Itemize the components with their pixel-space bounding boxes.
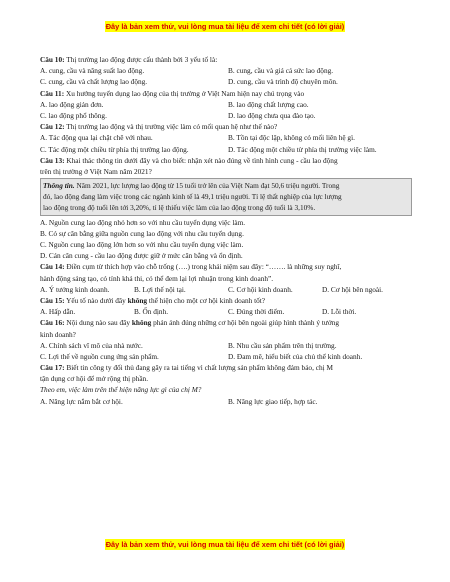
question-10 — [40, 54, 412, 65]
options-row-four — [40, 306, 412, 317]
question-stem: Biết tin công ty đối thủ đang gây ra tai tiếng vì chất lượng sản phẩm không đảm bảo, chị M — [64, 363, 333, 373]
info-line — [43, 180, 409, 191]
question-stem: Xu hướng tuyển dụng lao động của thị trường ở Việt Nam hiện nay chú trọng vào — [64, 88, 305, 98]
option-b: B. lao động chất lượng cao. — [228, 99, 309, 109]
info-box — [40, 178, 412, 216]
preview-banner-bottom — [0, 540, 450, 549]
option-d: D. lao động chưa qua đào tạo. — [228, 110, 316, 120]
options-row — [40, 340, 412, 351]
option-b: B. Tồn tại độc lập, không có mối liên hệ gì. — [228, 133, 355, 143]
option-d: D. Cơ hội bên ngoài. — [322, 284, 384, 294]
banner-text: Đây là bản xem thử, vui lòng mua tài liệu để xem chi tiết (có lời giải) — [105, 540, 345, 549]
options-row — [40, 144, 412, 155]
options-row — [40, 396, 412, 407]
question-stem-continued: kinh doanh? — [40, 329, 76, 339]
option-b: B. Lợi thế nội tại. — [134, 284, 186, 294]
question-number: Câu 10: — [40, 55, 65, 64]
question-prompt: Theo em, việc làm trên thể hiện năng lực gì của chị M? — [40, 385, 202, 395]
question-17 — [40, 362, 412, 373]
question-number: Câu 12: — [40, 122, 65, 132]
options-row-four — [40, 284, 412, 295]
info-text: Năm 2021, lực lượng lao động từ 15 tuổi trở lên của Việt Nam đạt 50,6 triệu người. Trong — [74, 181, 340, 191]
option-c: C. Nguồn cung lao động lớn hơn so với nhu cầu tuyển dụng việc làm. — [40, 240, 244, 249]
question-12 — [40, 121, 412, 132]
question-number: Câu 17: — [40, 363, 65, 373]
options-row — [40, 351, 412, 362]
question-stem: Thị trường lao động và thị trường việc làm có mối quan hệ như thế nào? — [64, 122, 278, 132]
option-d: D. Đam mê, hiểu biết của chủ thể kinh doanh. — [228, 351, 363, 361]
question-stem: Khai thác thông tin dưới đây và cho biết: nhận xét nào đúng về tình hình cung - cầu lao động — [64, 155, 338, 165]
option-b: B. Ổn định. — [134, 307, 169, 317]
document-body — [40, 54, 412, 407]
question-number: Câu 16: — [40, 318, 65, 328]
question-16 — [40, 317, 412, 328]
info-label: Thông tin. — [43, 181, 75, 191]
question-stem-continued: hành động sáng tạo, có tính khả thi, có thể đem lại lợi nhuận trong kinh doanh”. — [40, 273, 274, 283]
question-stem-continued: tận dụng cơ hội để mở rộng thị phần. — [40, 374, 149, 384]
option-c: C. Cơ hội kinh doanh. — [228, 284, 293, 294]
option-a: A. Tác động qua lại chặt chẽ với nhau. — [40, 133, 153, 143]
question-stem-continued: trên thị trường ở Việt Nam năm 2021? — [40, 166, 152, 176]
options-row — [40, 65, 412, 76]
option-c: C. cung, cầu và chất lượng lao động. — [40, 77, 148, 87]
option-b: B. Năng lực giao tiếp, hợp tác. — [228, 396, 318, 406]
question-stem: Nội dung nào sau đây — [64, 318, 132, 328]
question-11 — [40, 88, 412, 99]
question-number: Câu 11: — [40, 88, 65, 98]
question-14 — [40, 261, 412, 272]
question-number: Câu 14: — [40, 262, 65, 272]
info-line: đó, lao động đang làm việc trong các ngành kinh tế là 49,1 triệu người. Tỉ lệ thất nghiệp của lực lượng — [43, 192, 342, 202]
option-c: C. Lợi thế về nguồn cung ứng sản phẩm. — [40, 351, 159, 361]
option-a: A. lao động giản đơn. — [40, 99, 104, 109]
emphasis-keyword: không — [127, 295, 148, 305]
option-a: A. Năng lực nắm bắt cơ hội. — [40, 396, 123, 406]
option-d: D. Tác động một chiều từ phía thị trường việc làm. — [228, 144, 377, 154]
banner-text: Đây là bản xem thử, vui lòng mua tài liệu để xem chi tiết (có lời giải) — [105, 22, 345, 31]
option-b: B. cung, cầu và giá cả sức lao động. — [228, 66, 334, 76]
question-15 — [40, 295, 412, 306]
preview-banner-top — [0, 22, 450, 31]
option-a: A. Chính sách vĩ mô của nhà nước. — [40, 340, 143, 350]
option-d: D. Lỗi thời. — [322, 307, 357, 317]
info-line: lao động trong độ tuổi lên tới 3,20%, tỉ lệ thiếu việc làm của lao động trong độ tuổi là 3,10%. — [43, 203, 316, 213]
option-c: C. Tác động một chiều từ phía thị trường lao động. — [40, 144, 189, 154]
options-row — [40, 110, 412, 121]
question-stem: phản ánh đúng những cơ hội bên ngoài giúp hình thành ý tưởng — [151, 318, 340, 328]
option-a: A. cung, cầu và năng suất lao động. — [40, 66, 145, 76]
question-stem: Yếu tố nào dưới đây — [64, 295, 128, 305]
option-c: C. Đúng thời điểm. — [228, 307, 285, 317]
option-a: A. Nguồn cung lao động nhỏ hơn so với nhu cầu tuyển dụng việc làm. — [40, 217, 246, 227]
option-d: D. cung, cầu và trình độ chuyên môn. — [228, 77, 338, 87]
option-a: A. Ý tưởng kinh doanh. — [40, 284, 110, 294]
question-13 — [40, 155, 412, 166]
question-number: Câu 13: — [40, 155, 65, 165]
options-row — [40, 76, 412, 87]
option-b: B. Có sự cân bằng giữa nguồn cung lao động với nhu cầu tuyển dụng. — [40, 228, 244, 238]
question-stem: Thị trường lao động được cấu thành bởi 3 yếu tố là: — [64, 55, 218, 64]
question-number: Câu 15: — [40, 295, 65, 305]
option-a: A. Hấp dẫn. — [40, 307, 76, 317]
question-stem: thể hiện cho một cơ hội kinh doanh tốt? — [147, 295, 266, 305]
option-d: D. Cán cân cung - cầu lao động được giữ ở mức cân bằng và ổn định. — [40, 251, 243, 261]
option-b: B. Nhu cầu sản phẩm trên thị trường. — [228, 340, 337, 350]
option-c: C. lao động phổ thông. — [40, 110, 107, 120]
question-stem: Điền cụm từ thích hợp vào chỗ trống (….) trong khái niệm sau đây: “……. là những suy nghĩ, — [64, 262, 342, 272]
options-row — [40, 99, 412, 110]
emphasis-keyword: không — [131, 318, 152, 328]
options-row — [40, 132, 412, 143]
